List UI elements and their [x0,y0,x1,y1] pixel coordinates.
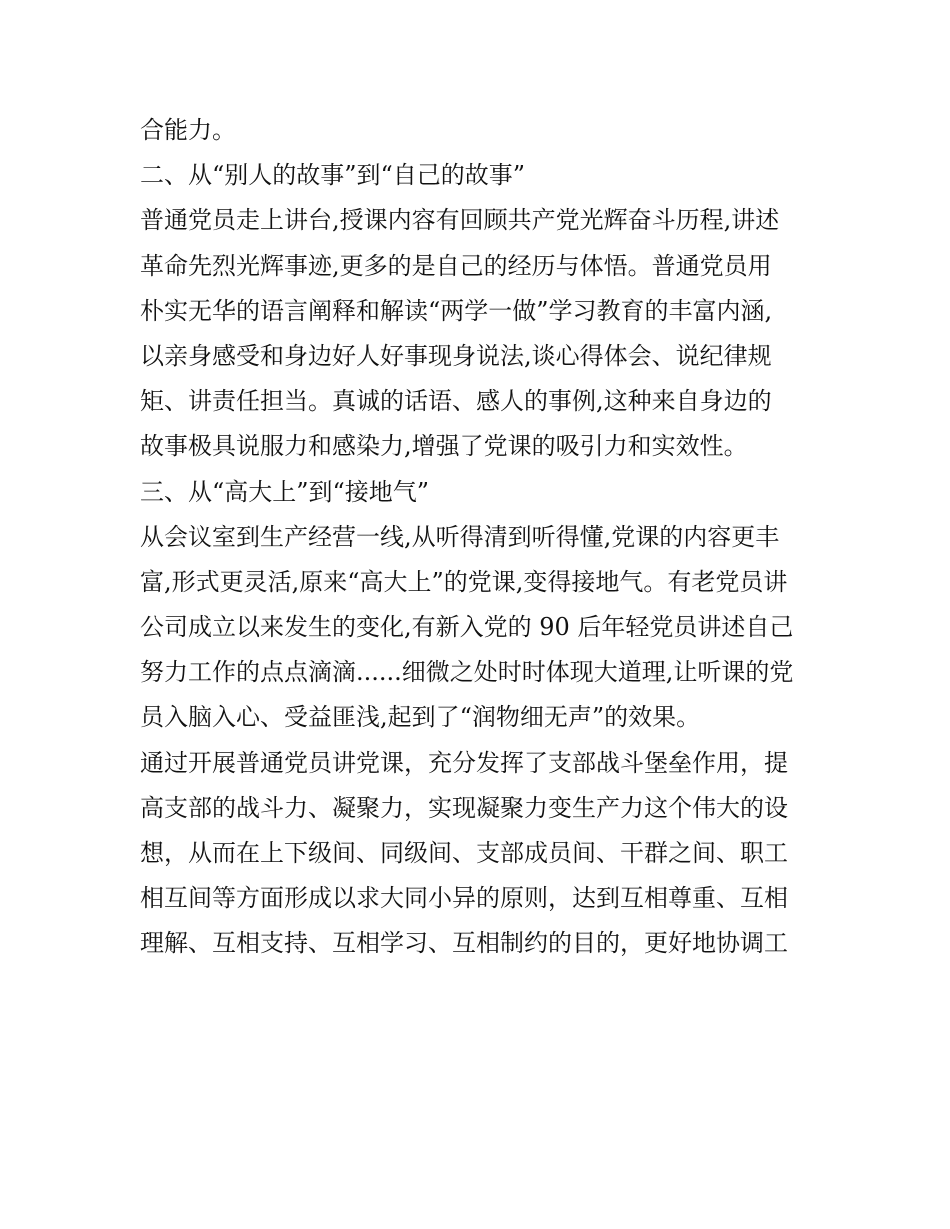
document-body [140,108,820,967]
text-line: 努力工作的点点滴滴......细微之处时时体现大道理,让听课的党 [140,658,794,687]
text-line: 相互间等方面形成以求大同小异的原则，达到互相尊重、互相 [140,884,788,913]
text-line: 公司成立以来发生的变化,有新入党的 90 后年轻党员讲述自己 [140,613,794,642]
text-line: 以亲身感受和身边好人好事现身说法,谈心得体会、说纪律规 [140,341,772,370]
text-line: 从会议室到生产经营一线,从听得清到听得懂,党课的内容更丰 [140,522,780,551]
text-line: 矩、讲责任担当。真诚的话语、感人的事例,这种来自身边的 [140,387,772,416]
text-line: 想，从而在上下级间、同级间、支部成员间、干群之间、职工 [140,839,788,867]
text-line: 革命先烈光辉事迹,更多的是自己的经历与体悟。普通党员用 [140,251,772,280]
text-line: 合能力。 [140,116,236,144]
text-line: 员入脑入心、受益匪浅,起到了“润物细无声”的效果。 [140,703,701,732]
text-line: 朴实无华的语言阐释和解读“两学一做”学习教育的丰富内涵, [140,296,773,325]
text-line: 富,形式更灵活,原来“高大上”的党课,变得接地气。有老党员讲 [140,567,788,596]
text-line: 高支部的战斗力、凝聚力，实现凝聚力变生产力这个伟大的设 [140,793,788,822]
text-line: 故事极具说服力和感染力,增强了党课的吸引力和实效性。 [140,432,748,461]
text-line: 普通党员走上讲台,授课内容有回顾共产党光辉奋斗历程,讲述 [140,206,780,235]
section-heading-3: 三、从“高大上”到“接地气” [140,477,430,506]
section-heading-2: 二、从“别人的故事”到“自己的故事” [140,161,526,190]
text-line: 通过开展普通党员讲党课，充分发挥了支部战斗堡垒作用，提 [140,748,788,777]
text-line: 理解、互相支持、互相学习、互相制约的目的，更好地协调工 [140,929,788,958]
